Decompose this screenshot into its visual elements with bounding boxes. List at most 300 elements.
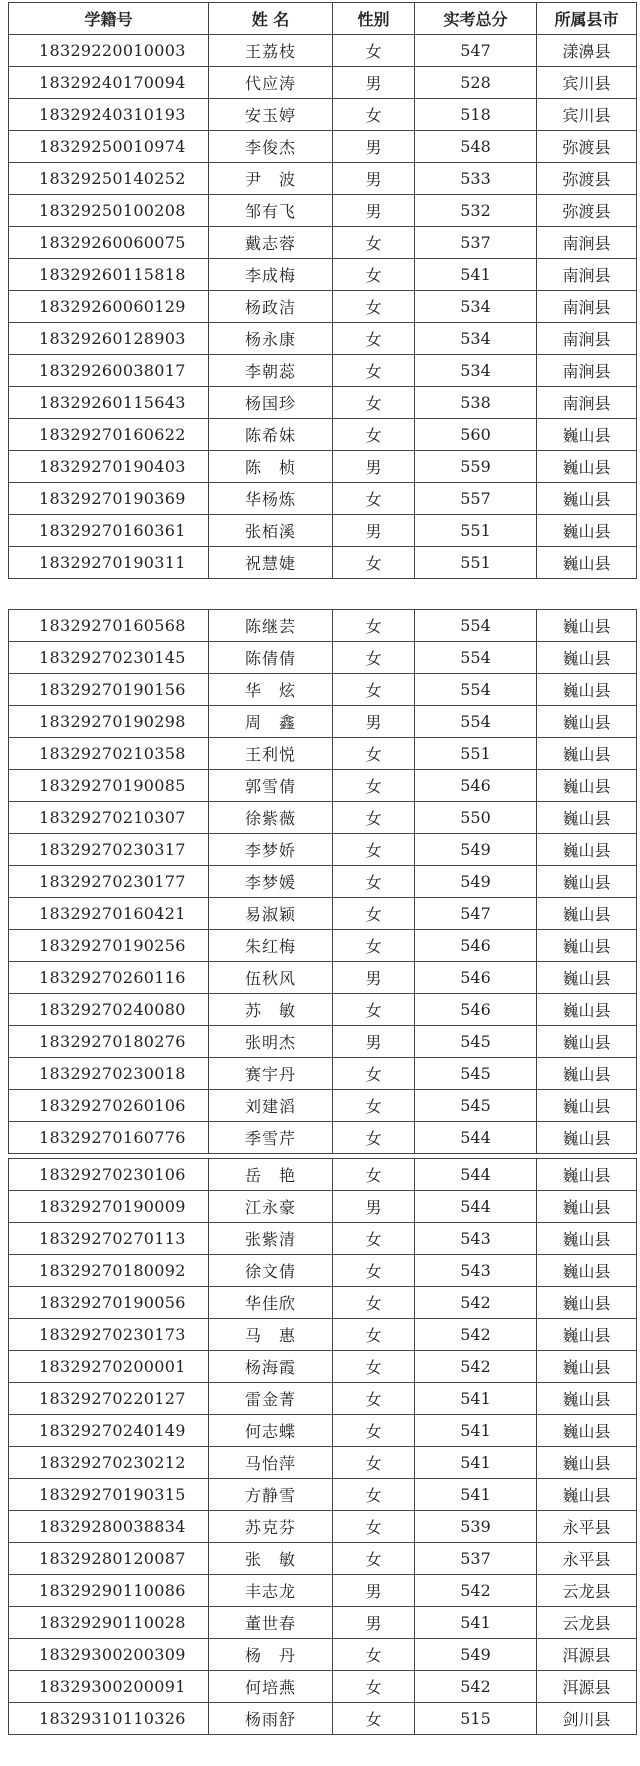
table-row <box>9 1383 637 1415</box>
gender-cell: 男 <box>333 67 415 99</box>
county-cell: 漾濞县 <box>537 35 637 67</box>
student-name-cell: 华 炫 <box>209 674 333 706</box>
student-id-cell: 18329300200309 <box>9 1639 209 1671</box>
gender-cell: 男 <box>333 1191 415 1223</box>
student-id-cell: 18329260128903 <box>9 323 209 355</box>
county-cell: 剑川县 <box>537 1703 637 1735</box>
student-id-cell: 18329270220127 <box>9 1383 209 1415</box>
total-score-cell: 554 <box>415 642 537 674</box>
student-id-cell: 18329270230173 <box>9 1319 209 1351</box>
student-id-cell: 18329270230212 <box>9 1447 209 1479</box>
gender-cell: 男 <box>333 195 415 227</box>
student-id-cell: 18329270230145 <box>9 642 209 674</box>
student-id-cell: 18329240170094 <box>9 67 209 99</box>
county-cell: 巍山县 <box>537 1383 637 1415</box>
gender-cell: 女 <box>333 1319 415 1351</box>
student-id-cell: 18329270190056 <box>9 1287 209 1319</box>
gender-cell: 女 <box>333 930 415 962</box>
county-cell: 巍山县 <box>537 1479 637 1511</box>
gender-cell: 女 <box>333 866 415 898</box>
student-id-cell: 18329270160421 <box>9 898 209 930</box>
student-name-cell: 李俊杰 <box>209 131 333 163</box>
gender-cell: 女 <box>333 738 415 770</box>
county-cell: 永平县 <box>537 1543 637 1575</box>
gender-cell: 男 <box>333 163 415 195</box>
county-cell: 巍山县 <box>537 1026 637 1058</box>
total-score-cell: 541 <box>415 1415 537 1447</box>
county-cell: 宾川县 <box>537 67 637 99</box>
table-row <box>9 387 637 419</box>
table-row <box>9 930 637 962</box>
gender-cell: 女 <box>333 674 415 706</box>
table-row <box>9 259 637 291</box>
total-score-cell: 542 <box>415 1575 537 1607</box>
student-id-cell: 18329290110086 <box>9 1575 209 1607</box>
county-cell: 巍山县 <box>537 930 637 962</box>
county-cell: 巍山县 <box>537 515 637 547</box>
table-row <box>9 834 637 866</box>
student-name-cell: 安玉婷 <box>209 99 333 131</box>
student-name-cell: 李成梅 <box>209 259 333 291</box>
total-score-cell: 534 <box>415 355 537 387</box>
total-score-cell: 546 <box>415 770 537 802</box>
gender-cell: 女 <box>333 1511 415 1543</box>
total-score-cell: 538 <box>415 387 537 419</box>
county-cell: 洱源县 <box>537 1671 637 1703</box>
header-county: 所属县市 <box>537 3 637 35</box>
total-score-cell: 546 <box>415 962 537 994</box>
total-score-cell: 547 <box>415 898 537 930</box>
student-id-cell: 18329270190298 <box>9 706 209 738</box>
gender-cell: 男 <box>333 962 415 994</box>
student-name-cell: 杨 丹 <box>209 1639 333 1671</box>
total-score-cell: 554 <box>415 706 537 738</box>
gender-cell: 女 <box>333 1543 415 1575</box>
table-row <box>9 1287 637 1319</box>
student-name-cell: 董世春 <box>209 1607 333 1639</box>
student-name-cell: 杨雨舒 <box>209 1703 333 1735</box>
county-cell: 巍山县 <box>537 419 637 451</box>
student-name-cell: 易淑颖 <box>209 898 333 930</box>
student-name-cell: 徐紫薇 <box>209 802 333 834</box>
total-score-cell: 545 <box>415 1090 537 1122</box>
table-row <box>9 898 637 930</box>
county-cell: 巍山县 <box>537 642 637 674</box>
county-cell: 南涧县 <box>537 387 637 419</box>
student-id-cell: 18329270180276 <box>9 1026 209 1058</box>
table-row <box>9 866 637 898</box>
student-name-cell: 刘建滔 <box>209 1090 333 1122</box>
table-row <box>9 674 637 706</box>
total-score-cell: 554 <box>415 674 537 706</box>
county-cell: 巍山县 <box>537 962 637 994</box>
county-cell: 洱源县 <box>537 1639 637 1671</box>
student-name-cell: 华佳欣 <box>209 1287 333 1319</box>
gender-cell: 女 <box>333 1287 415 1319</box>
gender-cell: 女 <box>333 1351 415 1383</box>
gender-cell: 女 <box>333 547 415 579</box>
county-cell: 巍山县 <box>537 1255 637 1287</box>
total-score-cell: 544 <box>415 1159 537 1191</box>
table-row <box>9 323 637 355</box>
gender-cell: 女 <box>333 610 415 642</box>
table-row <box>9 738 637 770</box>
table-row <box>9 1511 637 1543</box>
total-score-cell: 544 <box>415 1122 537 1154</box>
student-id-cell: 18329270270113 <box>9 1223 209 1255</box>
student-name-cell: 陈希妹 <box>209 419 333 451</box>
student-name-cell: 郭雪倩 <box>209 770 333 802</box>
gender-cell: 女 <box>333 642 415 674</box>
table-row <box>9 994 637 1026</box>
total-score-cell: 543 <box>415 1223 537 1255</box>
student-id-cell: 18329260060129 <box>9 291 209 323</box>
student-id-cell: 18329270190369 <box>9 483 209 515</box>
county-cell: 巍山县 <box>537 1351 637 1383</box>
gender-cell: 男 <box>333 515 415 547</box>
county-cell: 巍山县 <box>537 1447 637 1479</box>
county-cell: 云龙县 <box>537 1575 637 1607</box>
county-cell: 巍山县 <box>537 1159 637 1191</box>
table-header-row <box>9 3 637 35</box>
student-id-cell: 18329270190085 <box>9 770 209 802</box>
student-name-cell: 代应涛 <box>209 67 333 99</box>
total-score-cell: 541 <box>415 1447 537 1479</box>
county-cell: 巍山县 <box>537 802 637 834</box>
total-score-cell: 547 <box>415 35 537 67</box>
total-score-cell: 551 <box>415 738 537 770</box>
total-score-cell: 537 <box>415 227 537 259</box>
student-id-cell: 18329270230018 <box>9 1058 209 1090</box>
county-cell: 弥渡县 <box>537 195 637 227</box>
table-row <box>9 1026 637 1058</box>
student-id-cell: 18329270230317 <box>9 834 209 866</box>
gender-cell: 女 <box>333 419 415 451</box>
student-name-cell: 何培燕 <box>209 1671 333 1703</box>
total-score-cell: 550 <box>415 802 537 834</box>
total-score-cell: 541 <box>415 1479 537 1511</box>
gender-cell: 女 <box>333 483 415 515</box>
table-row <box>9 1479 637 1511</box>
student-id-cell: 18329280120087 <box>9 1543 209 1575</box>
gender-cell: 女 <box>333 834 415 866</box>
student-id-cell: 18329260115643 <box>9 387 209 419</box>
student-id-cell: 18329240310193 <box>9 99 209 131</box>
student-id-cell: 18329270240080 <box>9 994 209 1026</box>
county-cell: 南涧县 <box>537 259 637 291</box>
table-row <box>9 451 637 483</box>
county-cell: 巍山县 <box>537 994 637 1026</box>
gender-cell: 男 <box>333 451 415 483</box>
county-cell: 永平县 <box>537 1511 637 1543</box>
gender-cell: 男 <box>333 1026 415 1058</box>
total-score-cell: 541 <box>415 1607 537 1639</box>
student-id-cell: 18329260038017 <box>9 355 209 387</box>
student-name-cell: 杨永康 <box>209 323 333 355</box>
gender-cell: 女 <box>333 1639 415 1671</box>
county-cell: 巍山县 <box>537 834 637 866</box>
table-row <box>9 419 637 451</box>
total-score-cell: 543 <box>415 1255 537 1287</box>
student-name-cell: 方静雪 <box>209 1479 333 1511</box>
table-row <box>9 802 637 834</box>
total-score-cell: 548 <box>415 131 537 163</box>
student-id-cell: 18329270240149 <box>9 1415 209 1447</box>
header-gender: 性别 <box>333 3 415 35</box>
student-id-cell: 18329270160361 <box>9 515 209 547</box>
student-id-cell: 18329270200001 <box>9 1351 209 1383</box>
student-name-cell: 张 敏 <box>209 1543 333 1575</box>
gender-cell: 女 <box>333 1255 415 1287</box>
county-cell: 弥渡县 <box>537 163 637 195</box>
table-row <box>9 706 637 738</box>
student-id-cell: 18329310110326 <box>9 1703 209 1735</box>
student-id-cell: 18329250010974 <box>9 131 209 163</box>
total-score-cell: 532 <box>415 195 537 227</box>
student-id-cell: 18329270230177 <box>9 866 209 898</box>
gender-cell: 女 <box>333 1415 415 1447</box>
table-row <box>9 67 637 99</box>
student-name-cell: 陈继芸 <box>209 610 333 642</box>
student-id-cell: 18329260115818 <box>9 259 209 291</box>
student-name-cell: 王利悦 <box>209 738 333 770</box>
gender-cell: 女 <box>333 1671 415 1703</box>
table-row <box>9 1543 637 1575</box>
gender-cell: 女 <box>333 1122 415 1154</box>
student-name-cell: 华杨炼 <box>209 483 333 515</box>
header-name: 姓 名 <box>209 3 333 35</box>
county-cell: 巍山县 <box>537 674 637 706</box>
header-total-score: 实考总分 <box>415 3 537 35</box>
student-id-cell: 18329270260106 <box>9 1090 209 1122</box>
student-id-cell: 18329270260116 <box>9 962 209 994</box>
table-row <box>9 227 637 259</box>
table-row <box>9 1607 637 1639</box>
total-score-cell: 559 <box>415 451 537 483</box>
student-id-cell: 18329270160776 <box>9 1122 209 1154</box>
student-name-cell: 张栢溪 <box>209 515 333 547</box>
total-score-cell: 542 <box>415 1319 537 1351</box>
table-row <box>9 1447 637 1479</box>
table-row <box>9 131 637 163</box>
table-row <box>9 1639 637 1671</box>
table-row <box>9 35 637 67</box>
county-cell: 巍山县 <box>537 866 637 898</box>
total-score-cell: 546 <box>415 994 537 1026</box>
student-id-cell: 18329270190403 <box>9 451 209 483</box>
total-score-cell: 545 <box>415 1026 537 1058</box>
table-row <box>9 99 637 131</box>
total-score-cell: 549 <box>415 834 537 866</box>
total-score-cell: 557 <box>415 483 537 515</box>
gender-cell: 女 <box>333 1703 415 1735</box>
table-row <box>9 610 637 642</box>
gender-cell: 女 <box>333 1159 415 1191</box>
student-name-cell: 陈倩倩 <box>209 642 333 674</box>
table-row <box>9 1319 637 1351</box>
table-row <box>9 1671 637 1703</box>
student-id-cell: 18329270180092 <box>9 1255 209 1287</box>
student-id-cell: 18329270210307 <box>9 802 209 834</box>
student-name-cell: 杨政洁 <box>209 291 333 323</box>
county-cell: 云龙县 <box>537 1607 637 1639</box>
total-score-cell: 549 <box>415 1639 537 1671</box>
total-score-cell: 541 <box>415 259 537 291</box>
student-name-cell: 杨国珍 <box>209 387 333 419</box>
student-id-cell: 18329220010003 <box>9 35 209 67</box>
student-name-cell: 丰志龙 <box>209 1575 333 1607</box>
total-score-cell: 546 <box>415 930 537 962</box>
gender-cell: 女 <box>333 323 415 355</box>
student-name-cell: 邹有飞 <box>209 195 333 227</box>
county-cell: 巍山县 <box>537 1223 637 1255</box>
county-cell: 巍山县 <box>537 1319 637 1351</box>
student-name-cell: 朱红梅 <box>209 930 333 962</box>
county-cell: 南涧县 <box>537 323 637 355</box>
total-score-cell: 528 <box>415 67 537 99</box>
student-name-cell: 陈 桢 <box>209 451 333 483</box>
student-name-cell: 岳 艳 <box>209 1159 333 1191</box>
total-score-cell: 539 <box>415 1511 537 1543</box>
total-score-cell: 549 <box>415 866 537 898</box>
total-score-cell: 560 <box>415 419 537 451</box>
gender-cell: 女 <box>333 994 415 1026</box>
county-cell: 巍山县 <box>537 898 637 930</box>
county-cell: 巍山县 <box>537 451 637 483</box>
score-table-part-1 <box>8 2 637 579</box>
table-row <box>9 1159 637 1191</box>
total-score-cell: 551 <box>415 515 537 547</box>
total-score-cell: 518 <box>415 99 537 131</box>
gender-cell: 女 <box>333 99 415 131</box>
student-name-cell: 江永豪 <box>209 1191 333 1223</box>
county-cell: 巍山县 <box>537 1191 637 1223</box>
total-score-cell: 542 <box>415 1351 537 1383</box>
county-cell: 南涧县 <box>537 355 637 387</box>
county-cell: 巍山县 <box>537 706 637 738</box>
student-id-cell: 18329270190311 <box>9 547 209 579</box>
gender-cell: 女 <box>333 1447 415 1479</box>
county-cell: 巍山县 <box>537 770 637 802</box>
county-cell: 巍山县 <box>537 1090 637 1122</box>
student-id-cell: 18329250100208 <box>9 195 209 227</box>
gender-cell: 男 <box>333 131 415 163</box>
student-name-cell: 王荔枝 <box>209 35 333 67</box>
student-id-cell: 18329250140252 <box>9 163 209 195</box>
total-score-cell: 515 <box>415 1703 537 1735</box>
gender-cell: 男 <box>333 1575 415 1607</box>
table-row <box>9 483 637 515</box>
student-name-cell: 何志蝶 <box>209 1415 333 1447</box>
gender-cell: 女 <box>333 355 415 387</box>
gender-cell: 女 <box>333 387 415 419</box>
score-table-part-3 <box>8 1158 637 1735</box>
gender-cell: 女 <box>333 1058 415 1090</box>
gender-cell: 女 <box>333 35 415 67</box>
total-score-cell: 545 <box>415 1058 537 1090</box>
county-cell: 巍山县 <box>537 738 637 770</box>
table-row <box>9 1351 637 1383</box>
student-name-cell: 戴志蓉 <box>209 227 333 259</box>
table-row <box>9 1255 637 1287</box>
student-name-cell: 马 惠 <box>209 1319 333 1351</box>
student-id-cell: 18329270190009 <box>9 1191 209 1223</box>
county-cell: 宾川县 <box>537 99 637 131</box>
student-name-cell: 苏克芬 <box>209 1511 333 1543</box>
student-id-cell: 18329270160568 <box>9 610 209 642</box>
total-score-cell: 534 <box>415 323 537 355</box>
table-row <box>9 770 637 802</box>
student-name-cell: 祝慧婕 <box>209 547 333 579</box>
county-cell: 南涧县 <box>537 291 637 323</box>
student-id-cell: 18329270190315 <box>9 1479 209 1511</box>
student-name-cell: 苏 敏 <box>209 994 333 1026</box>
student-id-cell: 18329270210358 <box>9 738 209 770</box>
county-cell: 巍山县 <box>537 483 637 515</box>
student-name-cell: 李梦娇 <box>209 834 333 866</box>
table-row <box>9 962 637 994</box>
table-row <box>9 1415 637 1447</box>
student-name-cell: 杨海霞 <box>209 1351 333 1383</box>
table-row <box>9 163 637 195</box>
county-cell: 弥渡县 <box>537 131 637 163</box>
table-row <box>9 291 637 323</box>
student-id-cell: 18329270190156 <box>9 674 209 706</box>
table-row <box>9 1575 637 1607</box>
table-row <box>9 547 637 579</box>
student-id-cell: 18329270230106 <box>9 1159 209 1191</box>
total-score-cell: 533 <box>415 163 537 195</box>
total-score-cell: 534 <box>415 291 537 323</box>
table-row <box>9 515 637 547</box>
student-id-cell: 18329300200091 <box>9 1671 209 1703</box>
student-id-cell: 18329280038834 <box>9 1511 209 1543</box>
total-score-cell: 542 <box>415 1287 537 1319</box>
student-name-cell: 伍秋风 <box>209 962 333 994</box>
table-row <box>9 1090 637 1122</box>
student-name-cell: 雷金菁 <box>209 1383 333 1415</box>
gender-cell: 女 <box>333 1479 415 1511</box>
student-id-cell: 18329260060075 <box>9 227 209 259</box>
total-score-cell: 544 <box>415 1191 537 1223</box>
student-name-cell: 李朝蕊 <box>209 355 333 387</box>
gender-cell: 女 <box>333 898 415 930</box>
student-name-cell: 周 鑫 <box>209 706 333 738</box>
table-row <box>9 1122 637 1154</box>
county-cell: 巍山县 <box>537 1122 637 1154</box>
student-name-cell: 马怡萍 <box>209 1447 333 1479</box>
table-row <box>9 642 637 674</box>
student-name-cell: 张紫清 <box>209 1223 333 1255</box>
gender-cell: 女 <box>333 259 415 291</box>
student-name-cell: 尹 波 <box>209 163 333 195</box>
student-name-cell: 徐文倩 <box>209 1255 333 1287</box>
student-id-cell: 18329270190256 <box>9 930 209 962</box>
table-row <box>9 1223 637 1255</box>
gender-cell: 女 <box>333 802 415 834</box>
table-row <box>9 355 637 387</box>
total-score-cell: 541 <box>415 1383 537 1415</box>
total-score-cell: 554 <box>415 610 537 642</box>
student-id-cell: 18329270160622 <box>9 419 209 451</box>
table-row <box>9 1703 637 1735</box>
gender-cell: 女 <box>333 770 415 802</box>
table-row <box>9 195 637 227</box>
gender-cell: 男 <box>333 1607 415 1639</box>
total-score-cell: 537 <box>415 1543 537 1575</box>
student-name-cell: 张明杰 <box>209 1026 333 1058</box>
gender-cell: 女 <box>333 227 415 259</box>
